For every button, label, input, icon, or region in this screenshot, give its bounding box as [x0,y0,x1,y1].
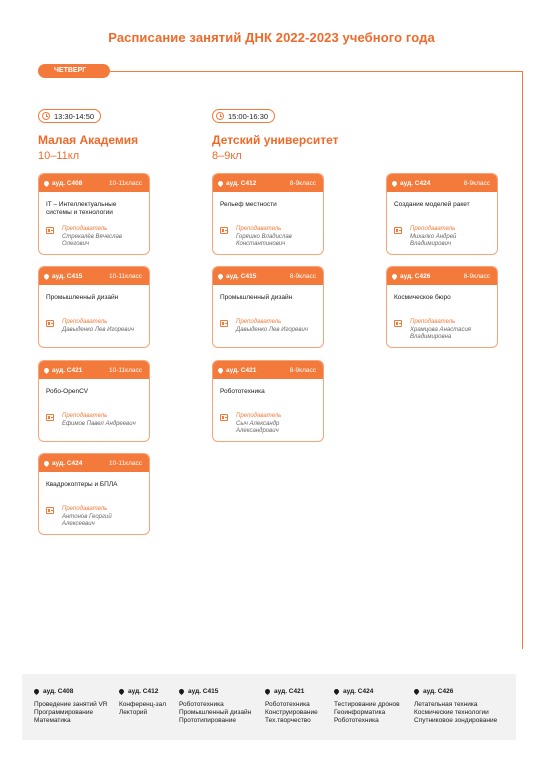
teacher-block [39,506,149,529]
teacher-icon [220,320,228,327]
class-card [386,173,498,255]
card-header [213,267,323,285]
legend-item: Спутниковое зондирование [414,717,498,724]
program-head-academy [38,107,138,162]
teacher-icon [394,227,402,234]
location-pin-icon [43,272,50,279]
legend-item: Проведение занятий VR [34,701,108,708]
legend-item: Лекторий [119,709,148,716]
teacher-role: Преподаватель [62,319,108,325]
teacher-icon [394,320,402,327]
teacher-block [387,226,497,249]
card-grade: 10-11класс [109,179,142,187]
location-pin-icon [43,179,50,186]
course-name: IT – Интеллектуальные системы и технологии [46,201,117,216]
card-header [213,361,323,379]
course-name: Квадрокоптеры и БПЛА [46,481,118,488]
card-header [213,174,323,192]
teacher-icon [220,414,228,421]
legend-room: ауд. С415 [188,688,219,695]
card-grade: 10-11класс [109,366,142,374]
course-name: Промышленный дизайн [46,294,119,301]
class-card [212,173,324,255]
location-pin-icon [264,688,271,695]
teacher-role: Преподаватель [410,226,456,232]
teacher-name: Давыденко Лев Игоревич [62,326,134,333]
legend-item: Робототехника [179,701,224,708]
page-title: Расписание занятий ДНК 2022-2023 учебного года [108,30,435,45]
teacher-block [39,319,149,334]
card-grade: 8-9класс [463,272,490,280]
legend-item: Математика [34,717,71,724]
teacher-role: Преподаватель [236,319,282,325]
teacher-name: Стрекалёв Вячеслав Олегович [62,233,122,247]
course-name: Создание моделей ракет [394,201,470,208]
teacher-name: Сыч Александр Александрович [236,420,280,434]
legend-room: ауд. С424 [343,688,374,695]
legend-item: Промышленный дизайн [179,709,252,716]
location-pin-icon [178,688,185,695]
card-room: ауд. С415 [226,272,257,280]
legend-item: Конференц-зал [119,701,167,708]
legend-item: Космические технологии [414,709,489,716]
legend-item: Прототипирование [179,717,236,724]
card-header [39,267,149,285]
location-pin-icon [43,459,50,466]
teacher-block [39,413,149,428]
location-pin-icon [333,688,340,695]
legend-room: ауд. С412 [128,688,159,695]
course-name: Космическое бюро [394,294,451,301]
card-room: ауд. С408 [52,179,83,187]
teacher-block [213,413,323,436]
teacher-role: Преподаватель [62,413,108,419]
card-grade: 10-11класс [109,459,142,467]
teacher-role: Преподаватель [236,413,282,419]
card-grade: 8-9класс [463,179,490,187]
legend-item: Программирование [34,709,94,716]
course-name: Робототехника [220,388,265,395]
card-grade: 10-11класс [109,272,142,280]
teacher-block [387,319,497,342]
card-grade: 8-9класс [289,366,316,374]
class-card [38,266,150,348]
legend-column [414,688,497,725]
program-name: Детский университет [212,133,339,147]
card-room: ауд. С424 [400,179,431,187]
clock-icon [216,112,224,120]
teacher-icon [46,507,54,514]
location-pin-icon [43,366,50,373]
teacher-icon [46,414,54,421]
teacher-icon [46,320,54,327]
location-pin-icon [391,179,398,186]
card-header [387,174,497,192]
legend-item: Тестирование дронов [334,701,400,708]
teacher-role: Преподаватель [410,319,456,325]
teacher-name: Горяшко Владислав Константинович [236,233,292,247]
card-room: ауд. С426 [400,272,431,280]
teacher-name: Михалко Андрей Владимирович [410,233,457,247]
program-grade: 8–9кл [212,150,242,162]
program-head-university [212,107,339,162]
legend-column [265,688,318,725]
card-room: ауд. С412 [226,179,257,187]
legend-room: ауд. С408 [43,688,74,695]
location-pin-icon [33,688,40,695]
legend-column [334,688,400,725]
legend-item: Геоинформатика [334,709,386,716]
class-card [386,266,498,348]
card-room: ауд. С415 [52,272,83,280]
legend-room: ауд. С421 [274,688,305,695]
teacher-block [39,226,149,249]
teacher-role: Преподаватель [236,226,282,232]
teacher-name: Давыденко Лев Игоревич [236,326,308,333]
teacher-block [213,226,323,249]
teacher-block [213,319,323,334]
day-divider [110,71,523,72]
time-label: 15:00-16:30 [228,111,269,121]
location-pin-icon [413,688,420,695]
course-name: Промышленный дизайн [220,294,293,301]
legend-item: Робототехника [265,701,310,708]
legend-column [119,688,166,717]
card-grade: 8-9класс [289,179,316,187]
class-card [212,360,324,442]
program-grade: 10–11кл [38,150,80,162]
class-card [212,266,324,348]
legend-column [179,688,251,725]
card-header [387,267,497,285]
location-pin-icon [391,272,398,279]
time-pill [212,109,275,123]
card-header [39,454,149,472]
time-label: 13:30-14:50 [54,111,95,121]
class-card [38,360,150,442]
day-badge: ЧЕТВЕРГ [38,64,110,78]
course-name: Рельеф местности [220,201,277,208]
legend-room: ауд. С426 [423,688,454,695]
class-card [38,173,150,255]
card-grade: 8-9класс [289,272,316,280]
course-name: Робо-OpenCV [46,388,89,395]
legend-item: Тех.творчество [265,717,311,724]
card-room: ауд. С421 [226,366,257,374]
legend-column [34,688,108,725]
teacher-icon [46,227,54,234]
clock-icon [42,112,50,120]
location-pin-icon [217,366,224,373]
legend-item: Робототехника [334,717,379,724]
program-name: Малая Академия [38,133,139,147]
side-divider [522,71,523,649]
teacher-role: Преподаватель [62,226,108,232]
location-pin-icon [118,688,125,695]
card-room: ауд. С421 [52,366,83,374]
card-header [39,361,149,379]
time-pill [38,109,101,123]
legend-item: Летательная техника [414,701,478,708]
room-legend [22,674,516,740]
legend-item: Конструирование [265,709,318,716]
location-pin-icon [217,179,224,186]
location-pin-icon [217,272,224,279]
card-header [39,174,149,192]
teacher-icon [220,227,228,234]
teacher-role: Преподаватель [62,506,108,512]
card-room: ауд. С424 [52,459,83,467]
teacher-name: Храмцова Анастасия Владимировна [410,326,472,340]
class-card [38,453,150,535]
teacher-name: Ефимов Павел Андреевич [62,420,136,427]
teacher-name: Антонов Георгий Алексеевич [62,513,112,527]
